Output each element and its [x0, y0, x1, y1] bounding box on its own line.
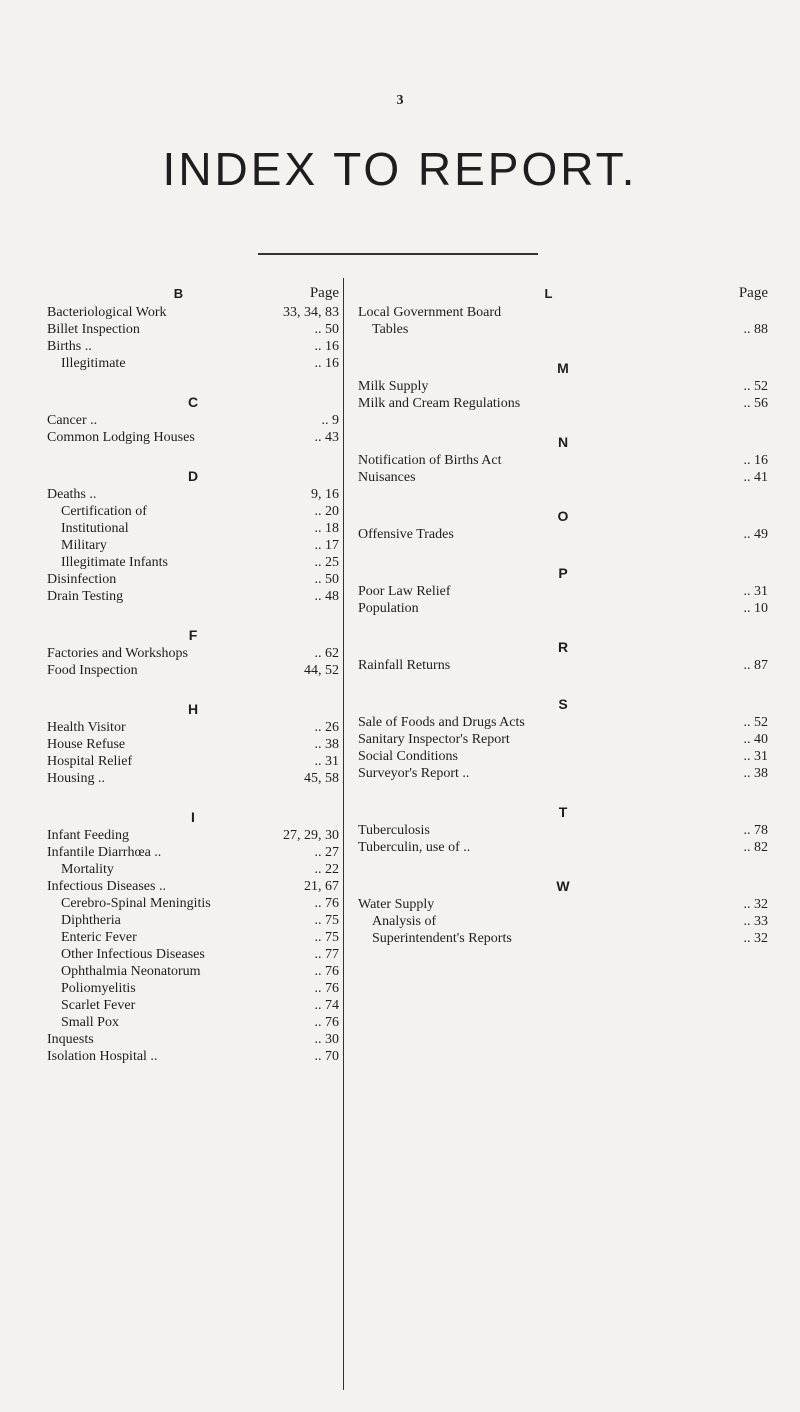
index-entry — [358, 600, 768, 617]
index-entry — [358, 748, 768, 765]
entry-page-ref: .. 33 — [743, 914, 768, 929]
entry-term: Milk Supply — [358, 379, 429, 394]
index-entry — [47, 355, 339, 372]
left-column — [47, 282, 339, 1065]
entry-page-ref: .. 52 — [743, 379, 768, 394]
entry-page-ref: .. 27 — [314, 845, 339, 860]
index-entry — [47, 861, 339, 878]
index-entry — [47, 554, 339, 571]
entry-term: House Refuse — [47, 737, 126, 752]
entry-term: Poor Law Relief — [358, 584, 451, 599]
section-letter-heading: T — [558, 804, 568, 820]
index-entry — [47, 997, 339, 1014]
entry-term: Other Infectious Diseases — [61, 947, 205, 962]
entry-page-ref: .. 76 — [314, 896, 339, 911]
entry-term: Milk and Cream Regulations — [358, 396, 521, 411]
index-entry — [47, 878, 339, 895]
entry-term: Mortality — [61, 862, 114, 877]
entry-page-ref: .. 88 — [743, 322, 768, 337]
entry-term: Infantile Diarrhœa .. — [47, 845, 162, 860]
entry-term: Rainfall Returns — [358, 658, 451, 673]
index-section — [358, 506, 768, 543]
entry-term: Infectious Diseases .. — [47, 879, 166, 894]
column-divider — [343, 278, 344, 1390]
entry-page-ref: 45, 58 — [304, 771, 339, 786]
index-entry — [358, 839, 768, 856]
index-entry — [358, 930, 768, 947]
entry-term: Institutional — [61, 521, 129, 536]
entry-term: Tuberculosis — [358, 823, 430, 838]
entry-page-ref: .. 25 — [314, 555, 339, 570]
index-entry — [47, 304, 339, 321]
entry-page-ref: 9, 16 — [311, 487, 339, 502]
entry-page-ref: .. 70 — [314, 1049, 339, 1064]
index-entry — [47, 912, 339, 929]
index-section — [47, 625, 339, 679]
entry-page-ref: .. 32 — [743, 897, 768, 912]
section-letter-heading: C — [187, 394, 199, 410]
entry-page-ref: .. 30 — [314, 1032, 339, 1047]
entry-page-ref: .. 9 — [321, 413, 339, 428]
entry-page-ref: .. 76 — [314, 1015, 339, 1030]
entry-page-ref: .. 48 — [314, 589, 339, 604]
index-entry — [47, 321, 339, 338]
entry-page-ref: 44, 52 — [304, 663, 339, 678]
index-entry — [358, 583, 768, 600]
index-entry — [47, 770, 339, 787]
entry-page-ref: .. 38 — [314, 737, 339, 752]
index-section — [358, 282, 768, 338]
index-section — [47, 392, 339, 446]
entry-page-ref: .. 16 — [314, 339, 339, 354]
entry-page-ref: .. 52 — [743, 715, 768, 730]
index-entry — [47, 571, 339, 588]
index-entry — [358, 452, 768, 469]
index-section — [358, 563, 768, 617]
entry-term: Ophthalmia Neonatorum — [61, 964, 201, 979]
entry-page-ref: .. 10 — [743, 601, 768, 616]
entry-page-ref: .. 82 — [743, 840, 768, 855]
section-letter: B — [173, 285, 184, 301]
entry-term: Sale of Foods and Drugs Acts — [358, 715, 525, 730]
entry-term: Poliomyelitis — [61, 981, 136, 996]
entry-page-ref: .. 50 — [314, 322, 339, 337]
page-title: INDEX TO REPORT. — [162, 143, 638, 195]
entry-term: Military — [61, 538, 107, 553]
entry-term: Disinfection — [47, 572, 117, 587]
entry-term: Tables — [372, 322, 409, 337]
entry-page-ref: .. 40 — [743, 732, 768, 747]
section-letter: L — [544, 285, 553, 301]
entry-term: Water Supply — [358, 897, 435, 912]
index-entry — [47, 1014, 339, 1031]
entry-term: Tuberculin, use of .. — [358, 840, 471, 855]
index-section — [358, 637, 768, 674]
section-letter-heading: S — [558, 696, 568, 712]
section-letter-heading: I — [191, 809, 195, 825]
entry-term: Isolation Hospital .. — [47, 1049, 158, 1064]
entry-term: Hospital Relief — [47, 754, 133, 769]
entry-term: Small Pox — [61, 1015, 119, 1030]
index-entry — [358, 378, 768, 395]
index-entry — [47, 1048, 339, 1065]
entry-page-ref: .. 32 — [743, 931, 768, 946]
entry-term: Superintendent's Reports — [372, 931, 512, 946]
section-letter-heading: F — [188, 627, 198, 643]
entry-page-ref: .. 56 — [743, 396, 768, 411]
index-entry — [358, 657, 768, 674]
index-entry — [47, 662, 339, 679]
entry-page-ref: .. 41 — [743, 470, 768, 485]
entry-term: Factories and Workshops — [47, 646, 188, 661]
index-entry — [47, 929, 339, 946]
index-entry — [47, 503, 339, 520]
entry-page-ref: .. 78 — [743, 823, 768, 838]
index-entry — [47, 827, 339, 844]
index-entry — [47, 486, 339, 503]
entry-term: Cerebro-Spinal Meningitis — [61, 896, 211, 911]
index-entry — [358, 822, 768, 839]
entry-page-ref: .. 16 — [314, 356, 339, 371]
index-entry — [47, 1031, 339, 1048]
index-entry — [358, 395, 768, 412]
entry-term: Billet Inspection — [47, 322, 140, 337]
page-number: 3 — [396, 93, 404, 108]
section-letter-heading: D — [187, 468, 199, 484]
entry-term: Inquests — [47, 1032, 94, 1047]
entry-page-ref: .. 62 — [314, 646, 339, 661]
entry-page-ref: .. 74 — [314, 998, 339, 1013]
index-entry — [47, 338, 339, 355]
entry-page-ref: .. 87 — [743, 658, 768, 673]
entry-page-ref: .. 22 — [314, 862, 339, 877]
entry-term: Food Inspection — [47, 663, 138, 678]
entry-page-ref: .. 18 — [314, 521, 339, 536]
index-section — [358, 802, 768, 856]
entry-page-ref: .. 16 — [743, 453, 768, 468]
entry-term: Illegitimate Infants — [61, 555, 168, 570]
index-entry — [47, 736, 339, 753]
entry-term: Enteric Fever — [61, 930, 137, 945]
index-section — [358, 876, 768, 947]
index-entry — [47, 537, 339, 554]
index-section — [358, 358, 768, 412]
index-entry — [47, 429, 339, 446]
index-section — [358, 432, 768, 486]
entry-term: Certification of — [61, 504, 147, 519]
section-letter-heading — [47, 282, 339, 304]
section-letter-heading: H — [187, 701, 199, 717]
index-entry — [47, 588, 339, 605]
index-entry — [358, 469, 768, 486]
entry-term: Social Conditions — [358, 749, 458, 764]
index-entry — [47, 719, 339, 736]
entry-page-ref: .. 17 — [314, 538, 339, 553]
entry-page-ref: .. 75 — [314, 913, 339, 928]
section-letter-heading: M — [557, 360, 569, 376]
entry-page-ref: 21, 67 — [304, 879, 339, 894]
index-entry — [47, 895, 339, 912]
entry-term: Births .. — [47, 339, 92, 354]
index-entry — [358, 896, 768, 913]
entry-page-ref: .. 43 — [314, 430, 339, 445]
index-section — [47, 466, 339, 605]
entry-term: Population — [358, 601, 419, 616]
entry-term: Cancer .. — [47, 413, 98, 428]
title-rule — [258, 253, 538, 255]
entry-term: Offensive Trades — [358, 527, 454, 542]
index-entry — [358, 714, 768, 731]
entry-term: Scarlet Fever — [61, 998, 136, 1013]
entry-term: Sanitary Inspector's Report — [358, 732, 510, 747]
index-entry — [358, 321, 768, 338]
entry-term: Nuisances — [358, 470, 416, 485]
section-letter-heading: R — [557, 639, 569, 655]
entry-page-ref: 27, 29, 30 — [283, 828, 339, 843]
index-entry — [47, 753, 339, 770]
entry-page-ref: .. 31 — [743, 749, 768, 764]
entry-page-ref: 33, 34, 83 — [283, 305, 339, 320]
entry-term: Notification of Births Act — [358, 453, 502, 468]
entry-page-ref: .. 26 — [314, 720, 339, 735]
index-entry — [47, 980, 339, 997]
index-entry — [358, 765, 768, 782]
entry-page-ref: .. 75 — [314, 930, 339, 945]
index-section — [47, 807, 339, 1065]
index-entry — [358, 731, 768, 748]
entry-page-ref: .. 31 — [314, 754, 339, 769]
entry-term: Drain Testing — [47, 589, 124, 604]
entry-term: Infant Feeding — [47, 828, 130, 843]
entry-page-ref: .. 76 — [314, 981, 339, 996]
right-column — [358, 282, 768, 947]
entry-term: Health Visitor — [47, 720, 126, 735]
index-section — [358, 694, 768, 782]
index-entry — [358, 913, 768, 930]
index-section — [47, 282, 339, 372]
index-entry — [47, 963, 339, 980]
section-letter-heading: P — [558, 565, 568, 581]
section-letter-heading: N — [557, 434, 569, 450]
page-column-heading: Page — [309, 284, 339, 301]
entry-page-ref: .. 49 — [743, 527, 768, 542]
entry-term: Bacteriological Work — [47, 305, 167, 320]
section-letter-heading: O — [557, 508, 569, 524]
entry-page-ref: .. 76 — [314, 964, 339, 979]
entry-term: Deaths .. — [47, 487, 97, 502]
index-entry — [47, 645, 339, 662]
entry-term: Common Lodging Houses — [47, 430, 195, 445]
entry-page-ref: .. 50 — [314, 572, 339, 587]
entry-term: Local Government Board — [358, 305, 502, 320]
index-section — [47, 699, 339, 787]
entry-page-ref: .. 77 — [314, 947, 339, 962]
index-entry — [47, 946, 339, 963]
index-entry — [47, 520, 339, 537]
entry-page-ref: .. 38 — [743, 766, 768, 781]
entry-term: Diphtheria — [61, 913, 121, 928]
page-column-heading: Page — [738, 284, 768, 301]
entry-page-ref: .. 31 — [743, 584, 768, 599]
index-entry — [47, 412, 339, 429]
entry-term: Surveyor's Report .. — [358, 766, 470, 781]
entry-term: Housing .. — [47, 771, 105, 786]
index-entry — [47, 844, 339, 861]
index-entry — [358, 304, 768, 321]
section-letter-heading — [358, 282, 768, 304]
entry-term: Analysis of — [372, 914, 437, 929]
entry-page-ref: .. 20 — [314, 504, 339, 519]
index-entry — [358, 526, 768, 543]
entry-term: Illegitimate — [61, 356, 126, 371]
section-letter-heading: W — [556, 878, 570, 894]
